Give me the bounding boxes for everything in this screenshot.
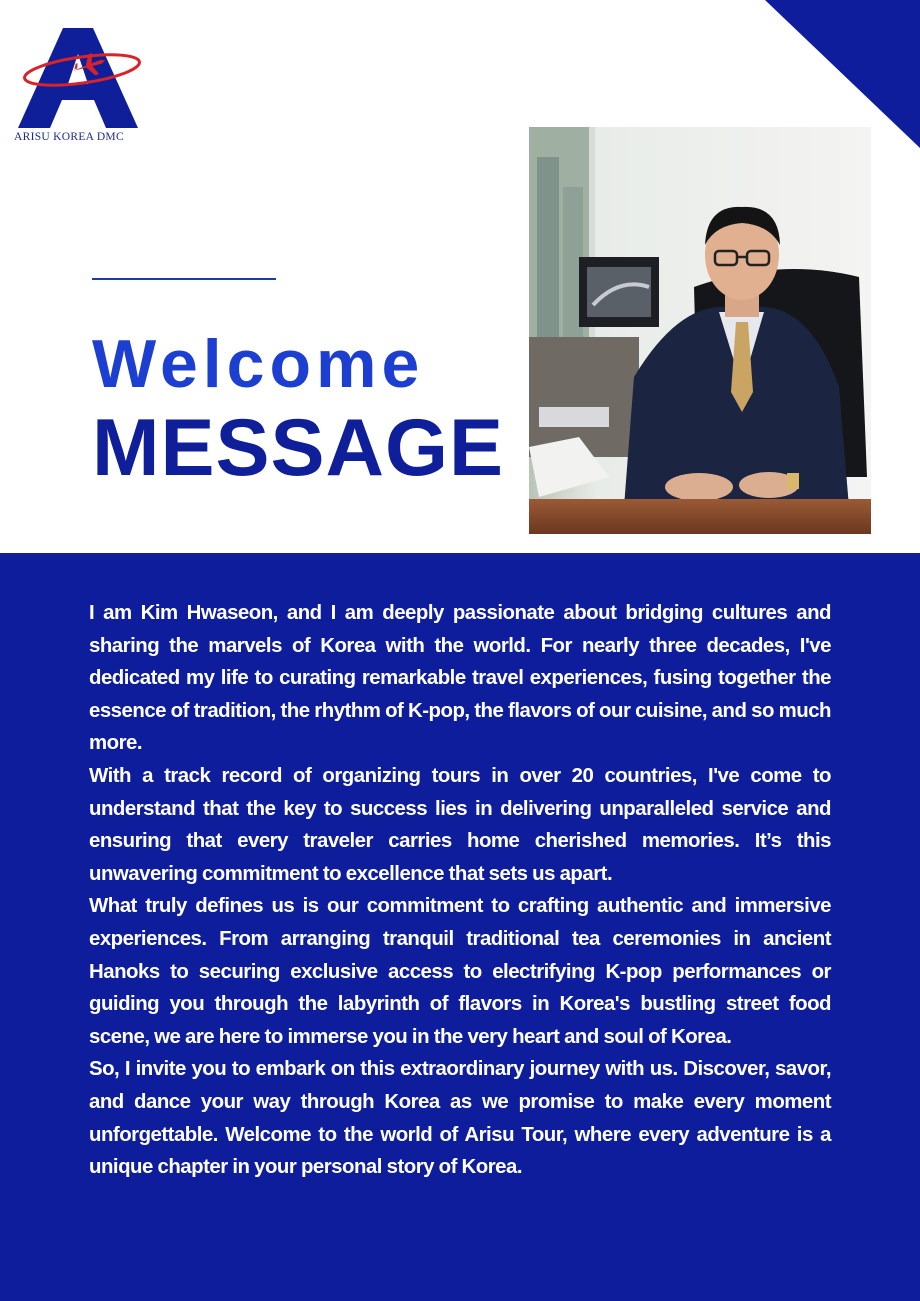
welcome-message-body: [89, 597, 831, 1184]
message-paragraph: With a track record of organizing tours in over 20 countries, I've come to understand that the key to success lies in delivering unparalleled service and ensuring that every traveler carries home cherished memories. It’s this unwavering commitment to excellence that sets us apart.: [89, 764, 831, 885]
message-paragraph: What truly defines us is our commitment to crafting authentic and immersive experiences. From arranging tranquil traditional tea ceremonies in ancient Hanoks to securing exclusive access to electrifying K-pop performances or guiding you through the labyrinth of flavors in Korea's bustling street food scene, we are here to immerse you in the very heart and soul of Korea.: [89, 895, 831, 1048]
corner-decoration: [765, 0, 920, 148]
portrait-illustration: [529, 127, 871, 534]
portrait-photo: [529, 127, 871, 534]
arisu-logo-icon: [14, 24, 142, 146]
message-paragraph: I am Kim Hwaseon, and I am deeply passionate about bridging cultures and sharing the marvels of Korea with the world. For nearly three decades, I've dedicated my life to curating remarkable travel experiences, fusing together the essence of tradition, the rhythm of K-pop, the flavors of our cuisine, and so much more.: [89, 602, 831, 755]
message-paragraph: So, I invite you to embark on this extraordinary journey with us. Discover, savor, and dance your way through Korea as we promise to make every moment unforgettable. Welcome to the world of Arisu Tour, where every adventure is a unique chapter in your personal story of Korea.: [89, 1058, 831, 1179]
heading-welcome: Welcome: [92, 326, 425, 402]
heading-message: MESSAGE: [92, 403, 505, 493]
heading-divider: [92, 278, 276, 280]
brand-name: ARISU KOREA DMC: [14, 131, 124, 143]
